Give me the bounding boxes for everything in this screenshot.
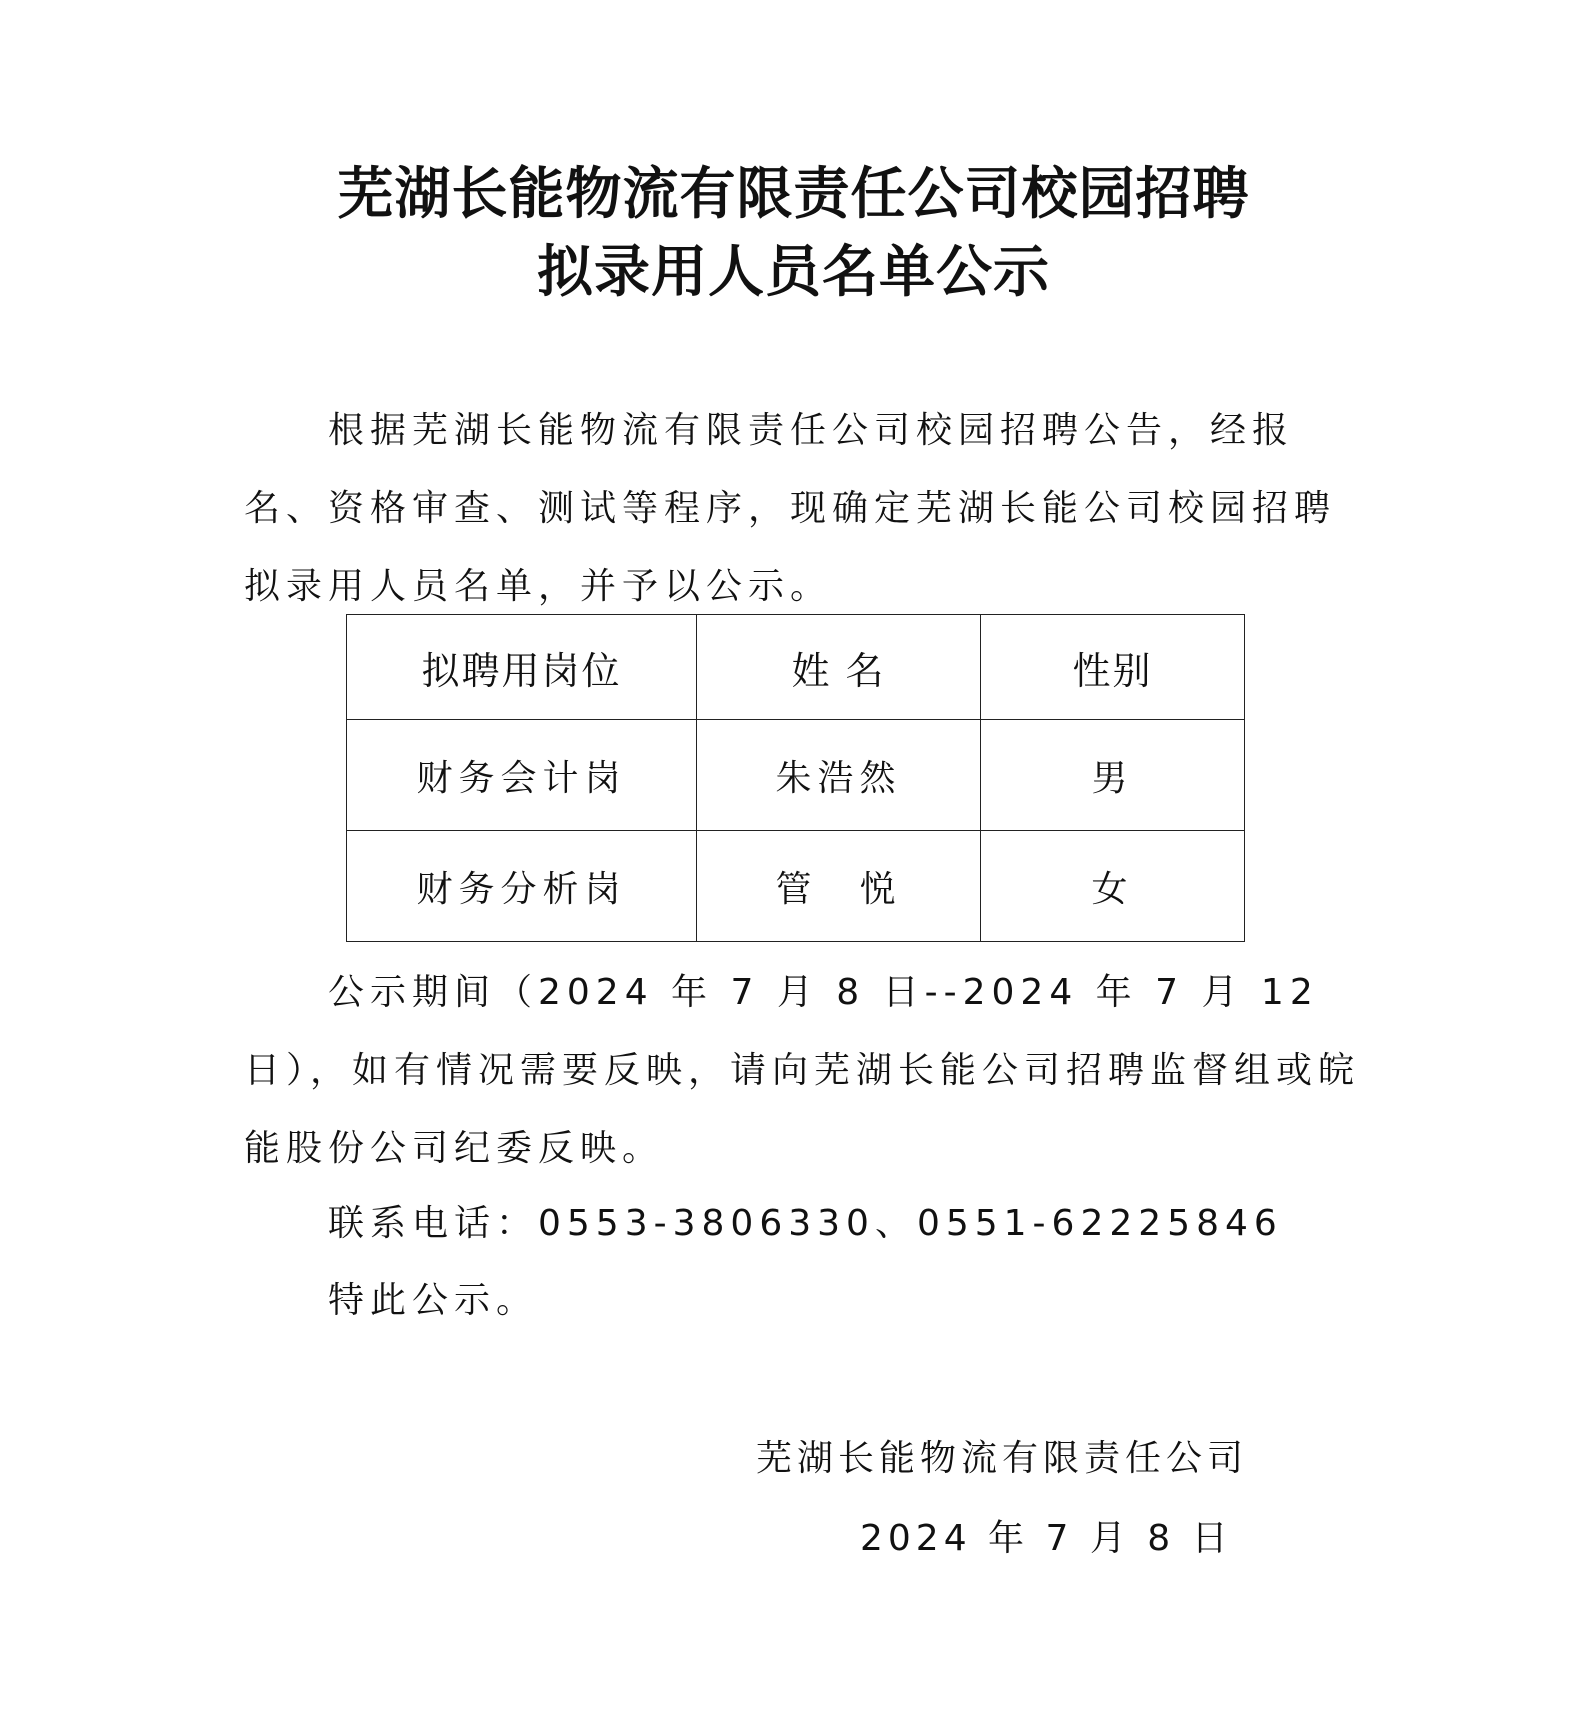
cell-gender: 男 (981, 720, 1245, 831)
header-gender: 性别 (981, 615, 1245, 720)
contact-line: 联系电话：0553-3806330、0551-62225846 (328, 1203, 1283, 1244)
table-row (347, 831, 1245, 942)
document-title-line1: 芜湖长能物流有限责任公司校园招聘 (337, 161, 1250, 227)
intro-paragraph: 根据芜湖长能物流有限责任公司校园招聘公告，经报名、资格审查、测试等程序，现确定芜湖长能公司校园招聘拟录用人员名单，并予以公示。 (244, 410, 1337, 607)
closing-line: 特此公示。 (328, 1280, 539, 1321)
cell-gender: 女 (981, 831, 1245, 942)
cell-position: 财务分析岗 (347, 831, 697, 942)
signature-org: 芜湖长能物流有限责任公司 (756, 1438, 1249, 1479)
cell-name: 朱浩然 (697, 720, 981, 831)
document-title-line2: 拟录用人员名单公示 (537, 239, 1050, 305)
cell-name: 管 悦 (697, 831, 981, 942)
header-name: 姓 名 (697, 615, 981, 720)
signature-date: 2024 年 7 月 8 日 (860, 1518, 1233, 1559)
table-header-row (347, 615, 1245, 720)
header-position: 拟聘用岗位 (347, 615, 697, 720)
notice-period-paragraph: 公示期间（2024 年 7 月 8 日--2024 年 7 月 12 日），如有情况需要反映，请向芜湖长能公司招聘监督组或皖能股份公司纪委反映。 (244, 972, 1361, 1169)
candidate-table (346, 614, 1245, 942)
cell-position: 财务会计岗 (347, 720, 697, 831)
table-row (347, 720, 1245, 831)
